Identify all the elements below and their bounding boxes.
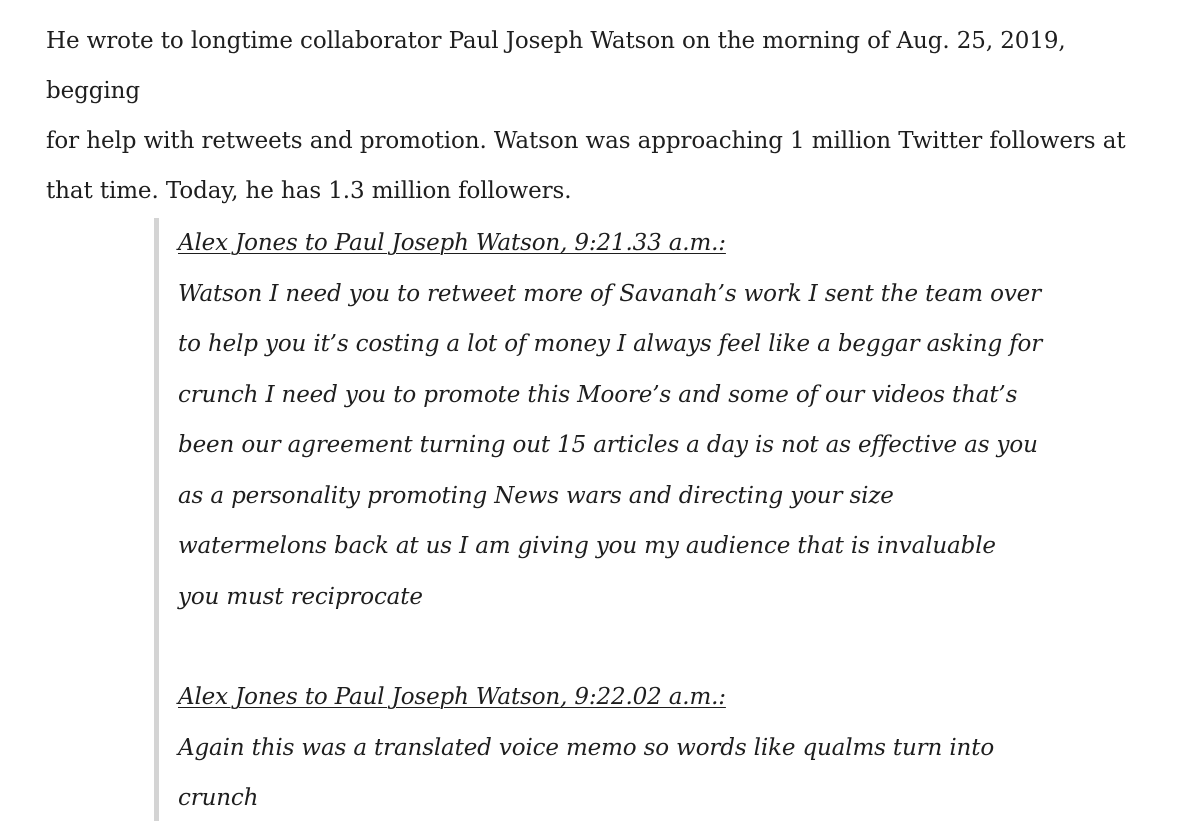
message-line: to help you it’s costing a lot of money I always feel like a beggar asking for (178, 331, 1043, 357)
message-line: been our agreement turning out 15 articles a day is not as effective as you (178, 432, 1038, 458)
message-line: you must reciprocate (178, 583, 423, 610)
blockquote (154, 218, 1054, 821)
intro-paragraph (46, 16, 1166, 216)
intro-line: He wrote to longtime collaborator Paul Joseph Watson on the morning of Aug. 25, 2019, begging (46, 28, 1066, 104)
message-line: Again this was a translated voice memo so words like qualms turn into (178, 734, 995, 761)
intro-line: for help with retweets and promotion. Watson was approaching 1 million Twitter followers at (46, 128, 1126, 154)
message-line: watermelons back at us I am giving you my audience that is invaluable (178, 533, 996, 559)
message-line: crunch (178, 785, 259, 811)
message-line: Watson I need you to retweet more of Savanah’s work I sent the team over (178, 280, 1041, 307)
article-body (46, 16, 1166, 216)
intro-line: that time. Today, he has 1.3 million followers. (46, 178, 572, 204)
message-header: Alex Jones to Paul Joseph Watson, 9:21.33 a.m.: (178, 230, 726, 256)
message-block (178, 218, 1054, 622)
message-block (178, 672, 1054, 824)
message-line: as a personality promoting News wars and directing your size (178, 482, 894, 509)
message-header: Alex Jones to Paul Joseph Watson, 9:22.02 a.m.: (178, 684, 726, 710)
message-line: crunch I need you to promote this Moore’s and some of our videos that’s (178, 381, 1018, 408)
